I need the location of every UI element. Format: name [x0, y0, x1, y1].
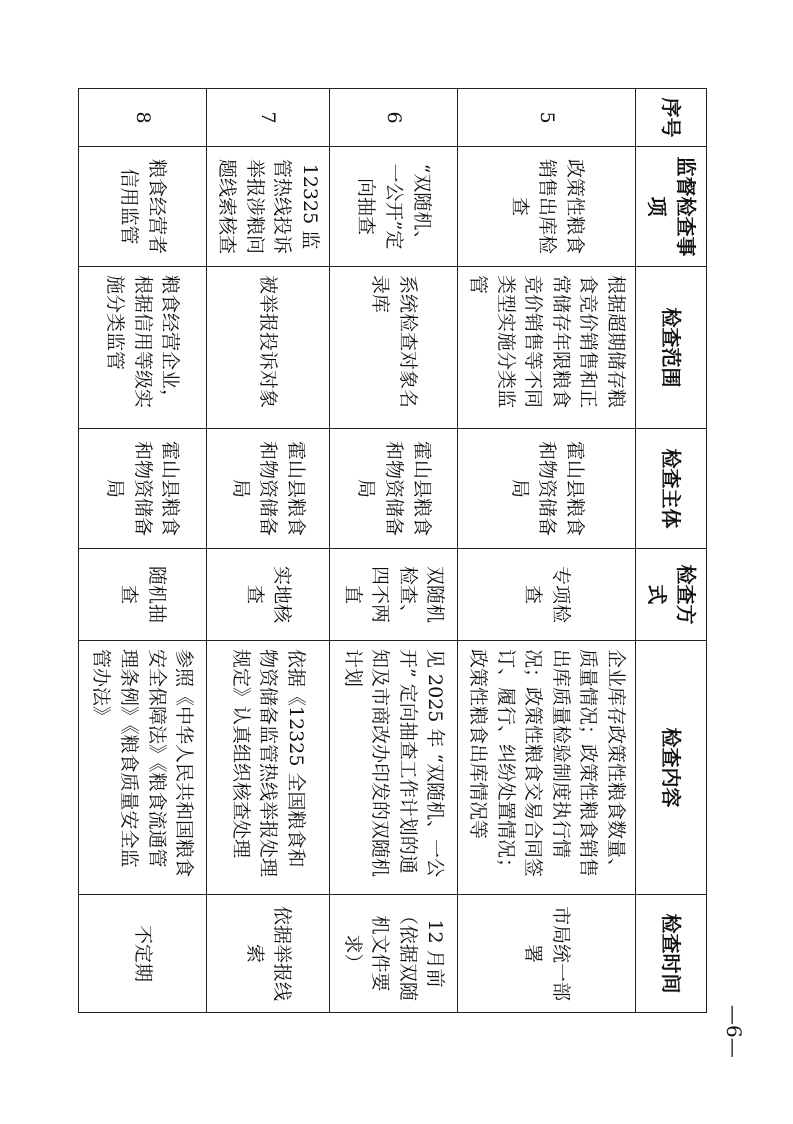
- cell-content: 企业库存政策性粮食数量、质量情况；政策性粮食销售出库质量检验制度执行情况；政策性粮食交易合同签订、履行、纠纷处置情况；政策性粮食出库情况等: [457, 641, 635, 895]
- header-time: 检查时间: [636, 895, 707, 1013]
- cell-subject: 霍山县粮食和物资储备局: [206, 429, 329, 549]
- header-item: 监督检查事项: [636, 147, 707, 267]
- cell-method: 双随机检查、四不两直: [329, 549, 457, 641]
- page-number: [716, 1005, 756, 1065]
- cell-content: 参照《中华人民共和国粮食安全保障法》《粮食流通管理条例》《粮食质量安全监管办法》: [78, 641, 206, 895]
- cell-scope: 根据超期储存粮食竞价销售和正常储存年限粮食竞价销售等不同类型实施分类监管: [457, 267, 635, 429]
- cell-scope: 粮食经营企业，根据信用等级实施分类监管: [78, 267, 206, 429]
- cell-method: 专项检查: [457, 549, 635, 641]
- table-row: [206, 89, 329, 1013]
- cell-time: 市局统一部署: [457, 895, 635, 1013]
- page-number-text: —6—: [722, 1005, 746, 1058]
- cell-no: 6: [329, 89, 457, 147]
- cell-item: “双随机、一公开”定向抽查: [329, 147, 457, 267]
- header-content: 检查内容: [636, 641, 707, 895]
- cell-subject: 霍山县粮食和物资储备局: [457, 429, 635, 549]
- cell-scope: 被举报投诉对象: [206, 267, 329, 429]
- inspection-table: [78, 88, 707, 1013]
- cell-time: 依据举报线索: [206, 895, 329, 1013]
- cell-subject: 霍山县粮食和物资储备局: [329, 429, 457, 549]
- cell-subject: 霍山县粮食和物资储备局: [78, 429, 206, 549]
- cell-no: 7: [206, 89, 329, 147]
- cell-content: 依据《12325 全国粮食和物资储备监管热线举报处理规定》认真组织核查处理: [206, 641, 329, 895]
- cell-method: 随机抽查: [78, 549, 206, 641]
- cell-time: 不定期: [78, 895, 206, 1013]
- cell-no: 8: [78, 89, 206, 147]
- table-header-row: [636, 89, 707, 1013]
- cell-item: 粮食经营者信用监管: [78, 147, 206, 267]
- header-scope: 检查范围: [636, 267, 707, 429]
- header-subject: 检查主体: [636, 429, 707, 549]
- header-no: 序号: [636, 89, 707, 147]
- table-rotation-box: [90, 88, 707, 1012]
- header-method: 检查方式: [636, 549, 707, 641]
- cell-no: 5: [457, 89, 635, 147]
- cell-method: 实地核查: [206, 549, 329, 641]
- table-row: [457, 89, 635, 1013]
- cell-scope: 系统检查对象名录库: [329, 267, 457, 429]
- cell-item: 12325 监管热线投诉举报涉粮问题线索核查: [206, 147, 329, 267]
- table-row: [329, 89, 457, 1013]
- cell-item: 政策性粮食销售出库检查: [457, 147, 635, 267]
- cell-content: 见 2025 年 “双随机、一公开” 定向抽查工作计划的通知及市商改办印发的双随机计划: [329, 641, 457, 895]
- cell-time: 12 月前（依据双随机文件要求）: [329, 895, 457, 1013]
- table-row: [78, 89, 206, 1013]
